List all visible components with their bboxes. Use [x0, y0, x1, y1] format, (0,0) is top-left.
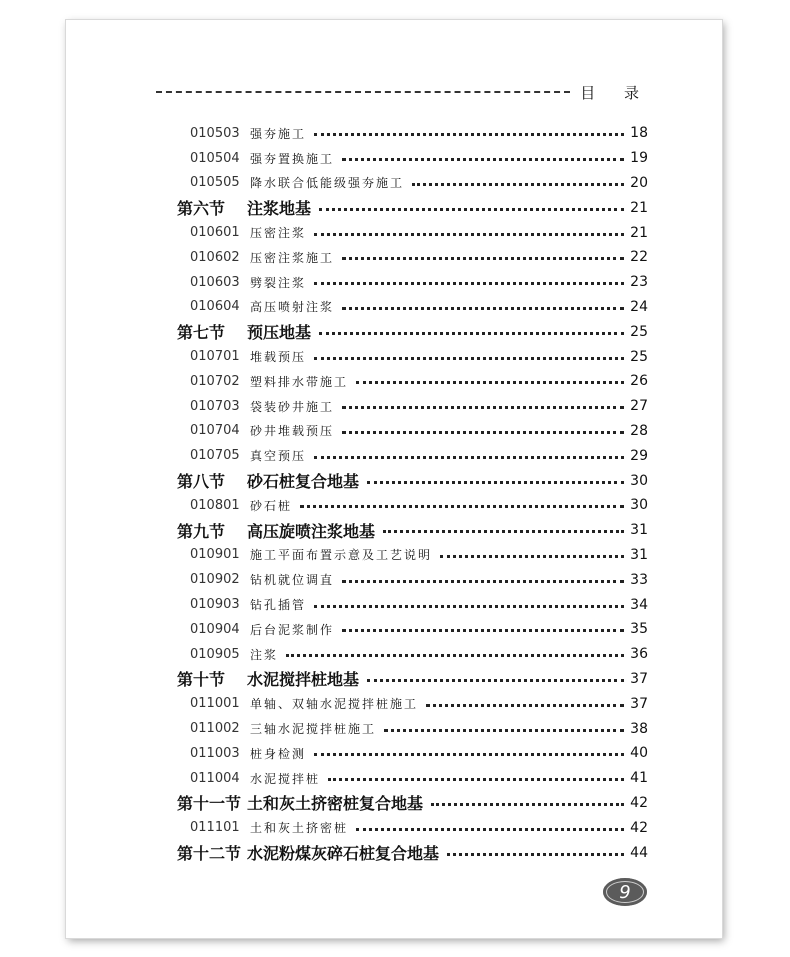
- toc-item-row[interactable]: [0, 716, 790, 741]
- toc-item-row[interactable]: [0, 543, 790, 568]
- dot-leader: [314, 753, 624, 756]
- table-of-contents: [0, 121, 790, 865]
- page-number: 34: [630, 596, 648, 613]
- section-number: 第六节: [177, 199, 226, 219]
- toc-section-row[interactable]: [0, 518, 790, 543]
- item-code: 010902: [190, 572, 240, 588]
- page-number: 38: [630, 720, 648, 737]
- page-number: 21: [630, 199, 648, 216]
- item-title: 降水联合低能级强夯施工: [250, 176, 405, 191]
- item-code: 010505: [190, 175, 240, 191]
- header-dashed-rule: [156, 91, 570, 93]
- item-code: 010601: [190, 225, 240, 241]
- section-title: 砂石桩复合地基: [247, 472, 360, 492]
- item-title: 高压喷射注浆: [250, 300, 335, 315]
- item-code: 010901: [190, 547, 240, 563]
- item-code: 010903: [190, 597, 240, 613]
- page-number: 27: [630, 398, 648, 415]
- item-code: 010904: [190, 621, 240, 637]
- page-number: 24: [630, 298, 648, 315]
- item-code: 010704: [190, 423, 240, 439]
- item-title: 土和灰土挤密桩: [250, 821, 349, 836]
- toc-item-row[interactable]: [0, 270, 790, 295]
- dot-leader: [447, 853, 624, 856]
- item-title: 水泥搅拌桩: [250, 771, 321, 786]
- page-number: 21: [630, 224, 648, 241]
- toc-item-row[interactable]: [0, 642, 790, 667]
- section-number: 第十节: [177, 670, 226, 690]
- page-number: 26: [630, 373, 648, 390]
- toc-item-row[interactable]: [0, 121, 790, 146]
- page-number: 36: [630, 646, 648, 663]
- section-title: 土和灰土挤密桩复合地基: [247, 794, 424, 814]
- toc-item-row[interactable]: [0, 815, 790, 840]
- toc-item-row[interactable]: [0, 295, 790, 320]
- item-code: 010603: [190, 274, 240, 290]
- item-title: 钻孔插管: [250, 598, 307, 613]
- toc-item-row[interactable]: [0, 617, 790, 642]
- dot-leader: [356, 828, 624, 831]
- item-title: 强夯施工: [250, 126, 307, 141]
- toc-item-row[interactable]: [0, 344, 790, 369]
- item-code: 010701: [190, 349, 240, 365]
- item-title: 注浆: [250, 647, 279, 662]
- dot-leader: [328, 778, 624, 781]
- page-number: 18: [630, 125, 648, 142]
- dot-leader: [440, 555, 624, 558]
- page-number: 44: [630, 844, 648, 861]
- item-title: 堆载预压: [250, 350, 307, 365]
- page-number: 30: [630, 497, 648, 514]
- dot-leader: [314, 357, 624, 360]
- page-number: 20: [630, 174, 648, 191]
- page-number: 42: [630, 794, 648, 811]
- page-number: 28: [630, 422, 648, 439]
- section-number: 第九节: [177, 521, 226, 541]
- item-title: 强夯置换施工: [250, 151, 335, 166]
- toc-item-row[interactable]: [0, 394, 790, 419]
- item-code: 011101: [190, 820, 240, 836]
- dot-leader: [367, 481, 624, 484]
- dot-leader: [314, 456, 624, 459]
- page-number: 41: [630, 770, 648, 787]
- page-number: 22: [630, 249, 648, 266]
- dot-leader: [314, 282, 624, 285]
- page-number: 33: [630, 571, 648, 588]
- item-title: 钻机就位调直: [250, 573, 335, 588]
- page-number: 30: [630, 472, 648, 489]
- section-title: 注浆地基: [247, 199, 312, 219]
- item-title: 砂井堆载预压: [250, 424, 335, 439]
- item-code: 010905: [190, 646, 240, 662]
- item-code: 011001: [190, 696, 240, 712]
- item-code: 010705: [190, 448, 240, 464]
- item-title: 劈裂注浆: [250, 275, 307, 290]
- item-code: 011003: [190, 745, 240, 761]
- item-title: 真空预压: [250, 449, 307, 464]
- page-number: 25: [630, 348, 648, 365]
- item-title: 桩身检测: [250, 746, 307, 761]
- toc-item-row[interactable]: [0, 592, 790, 617]
- toc-item-row[interactable]: [0, 220, 790, 245]
- section-number: 第七节: [177, 323, 226, 343]
- item-code: 011002: [190, 721, 240, 737]
- page-number: 42: [630, 819, 648, 836]
- toc-item-row[interactable]: [0, 443, 790, 468]
- page-number-badge: 9: [603, 878, 647, 906]
- toc-section-row[interactable]: [0, 791, 790, 816]
- dot-leader: [384, 729, 624, 732]
- item-title: 砂石桩: [250, 498, 293, 513]
- header-title: 目 录: [580, 83, 651, 102]
- dot-leader: [367, 679, 624, 682]
- dot-leader: [319, 332, 624, 335]
- page-number: 31: [630, 546, 648, 563]
- item-code: 010504: [190, 150, 240, 166]
- toc-item-row[interactable]: [0, 691, 790, 716]
- dot-leader: [300, 505, 624, 508]
- section-title: 预压地基: [247, 323, 312, 343]
- toc-item-row[interactable]: [0, 146, 790, 171]
- item-title: 压密注浆: [250, 226, 307, 241]
- dot-leader: [412, 183, 624, 186]
- item-code: 011004: [190, 770, 240, 786]
- dot-leader: [342, 257, 624, 260]
- section-number: 第八节: [177, 472, 226, 492]
- toc-section-row[interactable]: [0, 667, 790, 692]
- item-title: 压密注浆施工: [250, 250, 335, 265]
- page-number: 19: [630, 150, 648, 167]
- dot-leader: [342, 580, 624, 583]
- page-number: 25: [630, 323, 648, 340]
- dot-leader: [342, 307, 624, 310]
- toc-item-row[interactable]: [0, 493, 790, 518]
- item-code: 010702: [190, 373, 240, 389]
- toc-section-row[interactable]: [0, 468, 790, 493]
- item-title: 塑料排水带施工: [250, 374, 349, 389]
- page-number: 37: [630, 670, 648, 687]
- page-number: 37: [630, 695, 648, 712]
- toc-section-row[interactable]: [0, 840, 790, 865]
- dot-leader: [314, 133, 624, 136]
- item-title: 后台泥浆制作: [250, 622, 335, 637]
- item-title: 袋装砂井施工: [250, 399, 335, 414]
- item-code: 010703: [190, 398, 240, 414]
- section-title: 水泥搅拌桩地基: [247, 670, 360, 690]
- dot-leader: [342, 158, 624, 161]
- dot-leader: [342, 431, 624, 434]
- page-number: 29: [630, 447, 648, 464]
- item-code: 010801: [190, 497, 240, 513]
- section-number: 第十一节: [177, 794, 242, 814]
- item-code: 010602: [190, 249, 240, 265]
- dot-leader: [314, 605, 624, 608]
- toc-item-row[interactable]: [0, 419, 790, 444]
- dot-leader: [314, 233, 624, 236]
- page-number: 31: [630, 522, 648, 539]
- item-title: 施工平面布置示意及工艺说明: [250, 548, 433, 563]
- toc-item-row[interactable]: [0, 766, 790, 791]
- dot-leader: [342, 629, 624, 632]
- dot-leader: [431, 803, 624, 806]
- dot-leader: [286, 654, 624, 657]
- item-title: 三轴水泥搅拌桩施工: [250, 722, 377, 737]
- toc-item-row[interactable]: [0, 741, 790, 766]
- toc-item-row[interactable]: [0, 245, 790, 270]
- page-number: 23: [630, 274, 648, 291]
- item-title: 单轴、双轴水泥搅拌桩施工: [250, 697, 419, 712]
- page-number: 40: [630, 745, 648, 762]
- dot-leader: [426, 704, 624, 707]
- toc-section-row[interactable]: [0, 195, 790, 220]
- dot-leader: [356, 381, 624, 384]
- dot-leader: [342, 406, 624, 409]
- section-title: 高压旋喷注浆地基: [247, 521, 376, 541]
- page-number: 35: [630, 621, 648, 638]
- item-code: 010604: [190, 299, 240, 315]
- section-title: 水泥粉煤灰碎石桩复合地基: [247, 844, 440, 863]
- dot-leader: [383, 530, 624, 533]
- dot-leader: [319, 208, 624, 211]
- toc-item-row[interactable]: [0, 171, 790, 196]
- section-number: 第十二节: [177, 844, 242, 863]
- toc-item-row[interactable]: [0, 369, 790, 394]
- toc-section-row[interactable]: [0, 319, 790, 344]
- toc-item-row[interactable]: [0, 567, 790, 592]
- running-header: [156, 81, 651, 103]
- item-code: 010503: [190, 125, 240, 141]
